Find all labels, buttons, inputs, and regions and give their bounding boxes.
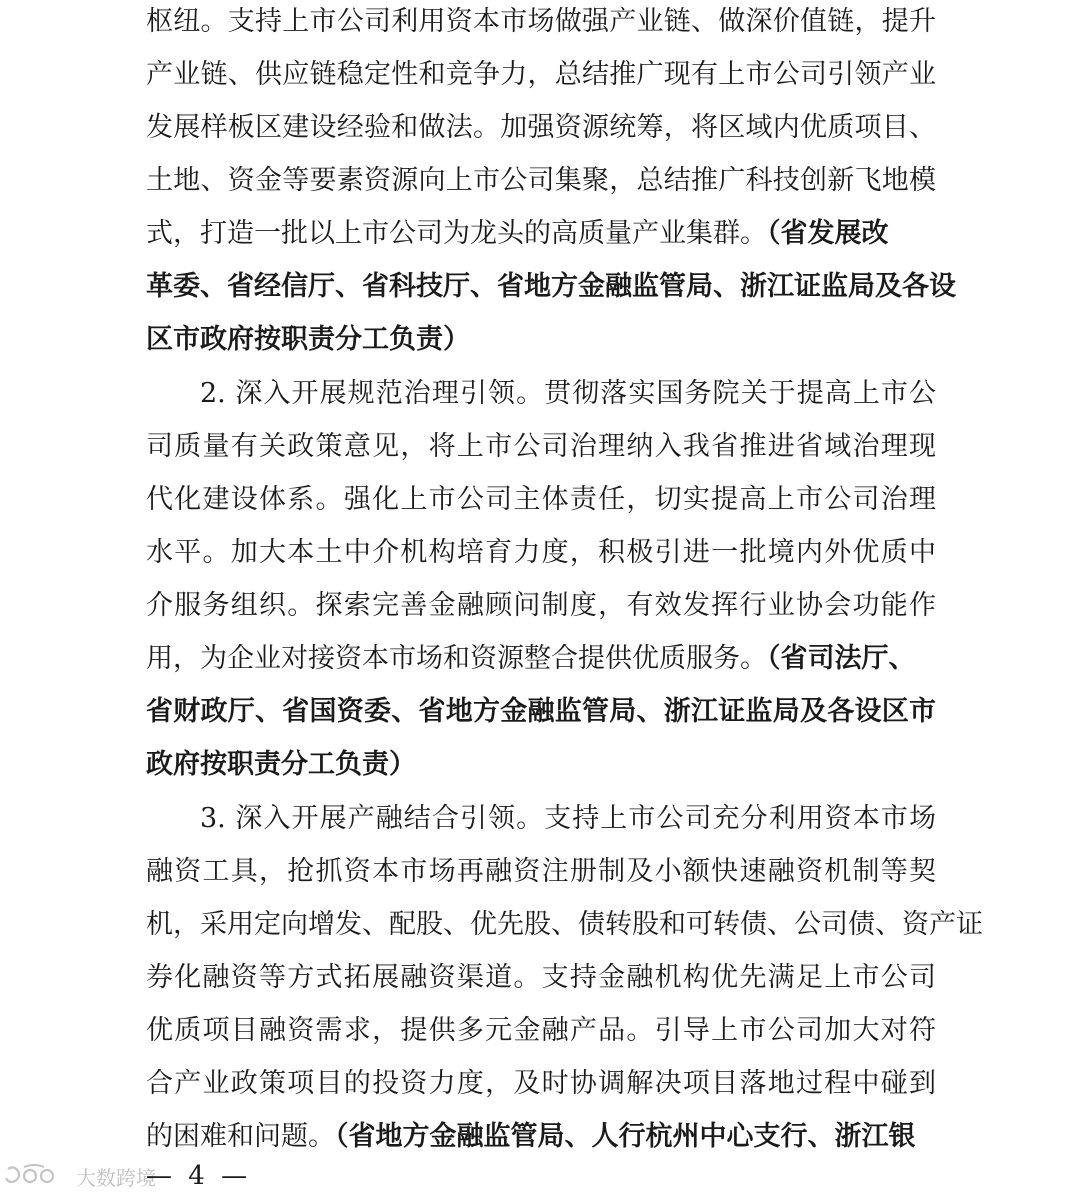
text-line bbox=[146, 480, 936, 520]
text-line bbox=[146, 1011, 936, 1051]
text-line bbox=[146, 745, 936, 785]
text-line bbox=[146, 1117, 936, 1157]
text-line bbox=[146, 267, 956, 307]
line-text: 代化建设体系。强化上市公司主体责任，切实提高上市公司治理 bbox=[146, 484, 936, 515]
line-text: 合产业政策项目的投资力度，及时协调解决项目落地过程中碰到 bbox=[146, 1068, 936, 1099]
text-line bbox=[146, 214, 936, 254]
responsible-departments: 革委、省经信厅、省科技厅、省地方金融监管局、浙江证监局及各设 bbox=[146, 271, 956, 302]
line-text: 机，采用定向增发、配股、优先股、债转股和可转债、公司债、资产证 bbox=[146, 909, 983, 940]
line-text: 水平。加大本土中介机构培育力度，积极引进一批境内外优质中 bbox=[146, 537, 936, 568]
text-line bbox=[146, 161, 936, 201]
line-text: 式，打造一批以上市公司为龙头的高质量产业集群。 bbox=[146, 218, 767, 249]
text-line bbox=[200, 799, 936, 839]
responsible-departments: 省财政厅、省国资委、省地方金融监管局、浙江证监局及各设区市 bbox=[146, 696, 936, 727]
line-text: 司质量有关政策意见，将上市公司治理纳入我省推进省域治理现 bbox=[146, 431, 936, 462]
line-text: 融资工具，抢抓资本市场再融资注册制及小额快速融资机制等契 bbox=[146, 856, 936, 887]
line-text: 土地、资金等要素资源向上市公司集聚，总结推广科技创新飞地模 bbox=[146, 165, 936, 196]
text-line bbox=[200, 374, 936, 414]
text-line bbox=[146, 692, 936, 732]
text-line bbox=[146, 55, 936, 95]
text-line bbox=[146, 639, 936, 679]
responsible-departments: 区市政府按职责分工负责） bbox=[146, 324, 470, 355]
watermark-logo-icon bbox=[0, 1163, 70, 1189]
text-line bbox=[146, 533, 936, 573]
line-text: 优质项目融资需求，提供多元金融产品。引导上市公司加大对符 bbox=[146, 1015, 936, 1046]
line-text: 发展样板区建设经验和做法。加强资源统筹，将区域内优质项目、 bbox=[146, 112, 936, 143]
line-text: 3. 深入开展产融结合引领。支持上市公司充分利用资本市场 bbox=[200, 803, 936, 834]
watermark bbox=[0, 1158, 156, 1194]
line-text: 2. 深入开展规范治理引领。贯彻落实国务院关于提高上市公 bbox=[200, 378, 936, 409]
line-text: 介服务组织。探索完善金融顾问制度，有效发挥行业协会功能作 bbox=[146, 590, 936, 621]
page-number: — 4 — bbox=[146, 1161, 252, 1191]
text-line bbox=[146, 905, 983, 945]
text-line bbox=[146, 320, 936, 360]
line-text: 枢纽。支持上市公司利用资本市场做强产业链、做深价值链，提升 bbox=[146, 6, 936, 37]
watermark-text: 大数跨境 bbox=[76, 1165, 156, 1190]
text-line bbox=[146, 2, 936, 42]
text-line bbox=[146, 958, 936, 998]
text-line bbox=[146, 1064, 936, 1104]
responsible-departments: 政府按职责分工负责） bbox=[146, 749, 416, 780]
line-text: 的困难和问题。 bbox=[146, 1121, 335, 1152]
line-text: 产业链、供应链稳定性和竞争力，总结推广现有上市公司引领产业 bbox=[146, 59, 936, 90]
page-footer bbox=[0, 1158, 1080, 1194]
responsible-departments: （省地方金融监管局、人行杭州中心支行、浙江银 bbox=[335, 1121, 916, 1152]
line-text: 用，为企业对接资本市场和资源整合提供优质服务。 bbox=[146, 643, 767, 674]
responsible-departments: （省司法厅、 bbox=[767, 643, 916, 674]
text-line bbox=[146, 427, 936, 467]
text-line bbox=[146, 852, 936, 892]
responsible-departments: （省发展改 bbox=[767, 218, 889, 249]
line-text: 券化融资等方式拓展融资渠道。支持金融机构优先满足上市公司 bbox=[146, 962, 936, 993]
text-line bbox=[146, 586, 936, 626]
text-line bbox=[146, 108, 936, 148]
